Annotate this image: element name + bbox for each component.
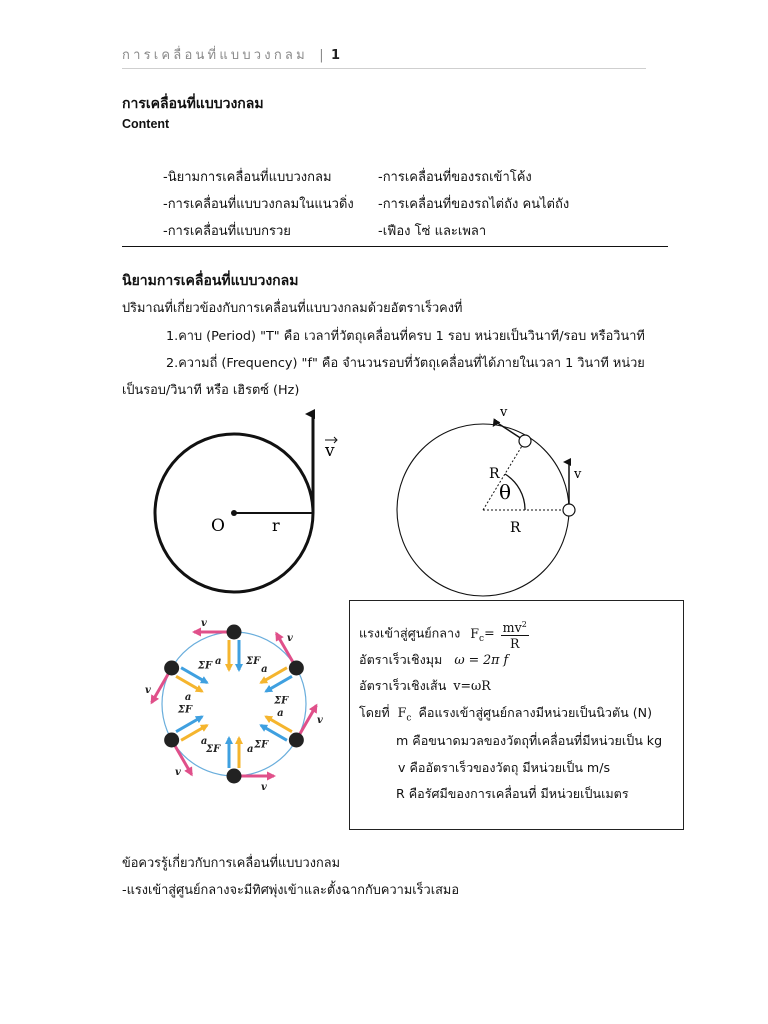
particle	[289, 733, 304, 748]
velocity-label-top: v	[500, 405, 508, 420]
force-label: ΣF	[274, 695, 289, 707]
fraction-numerator	[501, 617, 529, 636]
header-separator: |	[319, 48, 324, 63]
centripetal-vector-figure	[128, 608, 340, 800]
center-dot	[231, 510, 237, 516]
where-description: คือแรงเข้าสู่ศูนย์กลางมีหน่วยเป็นนิวตัน (N)	[418, 705, 652, 720]
velocity-label-right: v	[574, 467, 582, 482]
particle-right	[563, 504, 575, 516]
angular-speed-formula: ω = 2π f	[454, 652, 509, 667]
velocity-definition: v คืออัตราเร็วของวัตถุ มีหน่วยเป็น m/s	[398, 760, 611, 775]
formula-angular-row	[359, 650, 508, 670]
section-intro: ปริมาณที่เกี่ยวข้องกับการเคลื่อนที่แบบวงกลมด้วยอัตราเร็วคงที่	[122, 301, 463, 316]
definition-period: 1.คาบ (Period) "T" คือ เวลาที่วัตถุเคลื่อนที่ครบ 1 รอบ หน่วยเป็นวินาที/รอบ หรือวินาที	[166, 329, 645, 344]
force-label: ΣF	[206, 744, 221, 755]
linear-speed-formula: v=ωR	[453, 678, 491, 693]
definition-frequency-cont: เป็นรอบ/วินาที หรือ เฮิรตซ์ (Hz)	[122, 383, 300, 398]
force-label: ΣF	[197, 660, 213, 672]
center-label: O	[211, 516, 225, 536]
velocity-label: v	[174, 766, 181, 778]
acceleration-label: a	[277, 708, 284, 720]
running-header	[122, 44, 340, 65]
acceleration-label: a	[247, 744, 254, 755]
acceleration-label: a	[184, 691, 192, 703]
toc-divider	[122, 246, 668, 247]
angle-label: θ	[499, 480, 512, 504]
velocity-label: v	[261, 782, 267, 793]
acceleration-label: a	[200, 735, 208, 747]
particle	[164, 661, 179, 676]
velocity-label: v	[144, 684, 151, 696]
linear-speed-label: อัตราเร็วเชิงเส้น	[359, 678, 447, 693]
force-subscript: c	[479, 634, 485, 645]
page-number: 1	[330, 48, 340, 63]
equals-sign: =	[484, 625, 495, 641]
acceleration-label: a	[261, 664, 268, 676]
section-heading: นิยามการเคลื่อนที่แบบวงกลม	[122, 273, 299, 289]
toc-item-wall-of-death: -การเคลื่อนที่ของรถไต่ถัง คนไต่ถัง	[378, 197, 570, 212]
acceleration-label: a	[215, 656, 222, 667]
centripetal-label: แรงเข้าสู่ศูนย์กลาง	[359, 625, 461, 641]
radius-definition: R คือรัศมีของการเคลื่อนที่ มีหน่วยเป็นเมตร	[396, 786, 629, 801]
toc-item-conical: -การเคลื่อนที่แบบกรวย	[163, 224, 291, 239]
radius-label: r	[272, 516, 280, 535]
particle	[289, 661, 304, 676]
fraction-denominator: R	[509, 636, 520, 652]
particle	[227, 625, 242, 640]
numerator-exponent: 2	[521, 620, 527, 629]
notes-heading: ข้อควรรู้เกี่ยวกับการเคลื่อนที่แบบวงกลม	[122, 856, 341, 871]
toc-item-gears: -เฟือง โซ่ และเพลา	[378, 224, 487, 239]
toc-item-vertical-circle: -การเคลื่อนที่แบบวงกลมในแนวดิ่ง	[163, 197, 354, 212]
particle-top	[519, 435, 531, 447]
formula-linear-row	[359, 676, 491, 696]
toc-item-car-curve: -การเคลื่อนที่ของรถเข้าโค้ง	[378, 170, 532, 185]
velocity-label: v	[201, 618, 207, 629]
formula-box	[349, 600, 684, 830]
mass-definition: m คือขนาดมวลของวัตถุที่เคลื่อนที่มีหน่วยเป็น kg	[396, 733, 663, 748]
particle	[227, 769, 242, 784]
force-label: ΣF	[254, 739, 269, 751]
velocity-label: v	[317, 715, 323, 727]
circle-velocity-figure	[140, 400, 360, 600]
fraction	[501, 617, 529, 651]
particle	[164, 733, 179, 748]
header-title: การเคลื่อนที่แบบวงกลม	[122, 48, 308, 63]
where-prefix: โดยที่	[359, 705, 390, 720]
notes-line-1: -แรงเข้าสู่ศูนย์กลางจะมีทิศพุ่งเข้าและตั้งฉากกับความเร็วเสมอ	[122, 883, 460, 898]
definition-frequency: 2.ความถี่ (Frequency) "f" คือ จำนวนรอบที่วัตถุเคลื่อนที่ได้ภายในเวลา 1 วินาที หน่วย	[166, 356, 645, 371]
numerator-text: mv	[502, 620, 522, 636]
force-label: ΣF	[246, 656, 261, 667]
angular-speed-label: อัตราเร็วเชิงมุม	[359, 652, 443, 667]
force-symbol: F	[470, 625, 480, 641]
force-label: ΣF	[177, 704, 193, 716]
angle-figure	[380, 400, 600, 600]
radius-label-horizontal: R	[510, 520, 521, 536]
content-label: Content	[122, 117, 170, 131]
header-rule	[122, 68, 646, 69]
toc-item-definition: -นิยามการเคลื่อนที่แบบวงกลม	[163, 170, 332, 185]
velocity-label: v	[325, 441, 335, 461]
velocity-label: v	[287, 633, 293, 645]
formula-centripetal-row	[359, 617, 529, 651]
where-subscript: c	[406, 713, 412, 724]
where-row	[359, 703, 652, 724]
document-title: การเคลื่อนที่แบบวงกลม	[122, 96, 264, 112]
radius-label-slant: R	[489, 466, 500, 482]
where-symbol: F	[397, 705, 407, 720]
